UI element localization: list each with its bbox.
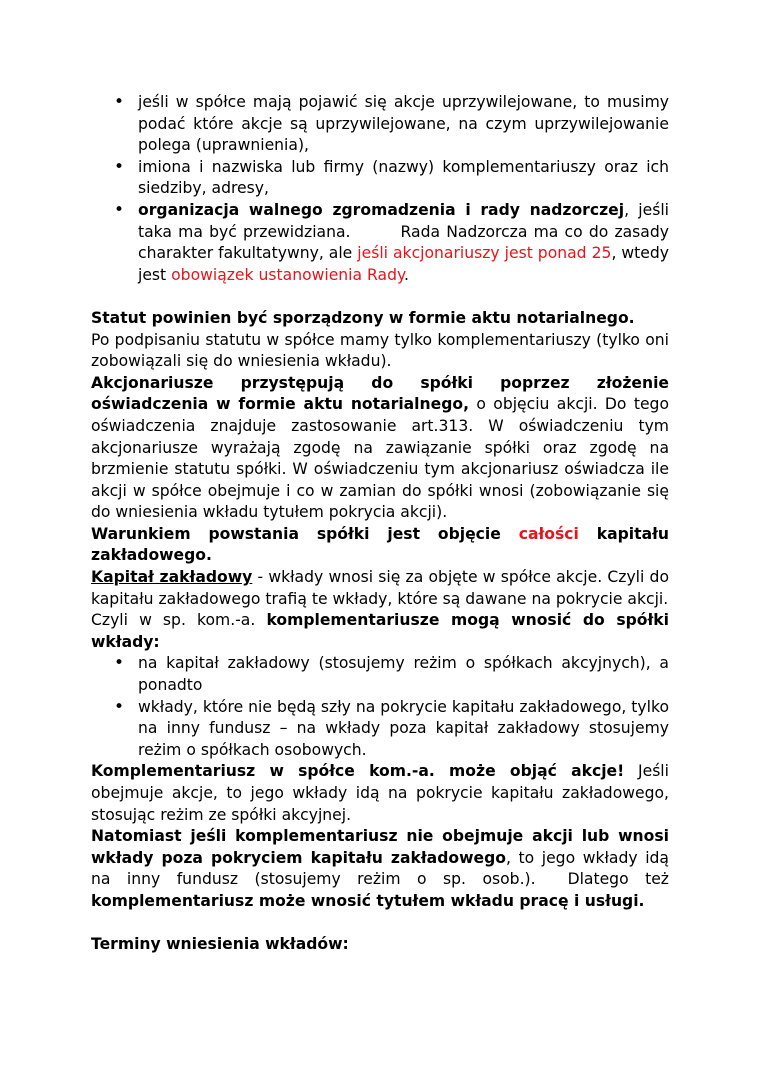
document-page [91,92,669,956]
list-item: • imiona i nazwiska lub firmy (nazwy) komplementariuszy oraz ich siedziby, adresy, [114,157,669,200]
paragraph: Warunkiem powstania spółki jest objęcie całości kapitału zakładowego. [91,524,669,565]
list-item: • wkłady, które nie będą szły na pokrycie kapitału zakładowego, tylko na inny fundusz – na wkłady poza kapitał zakładowy stosujemy reżim o spółkach osobowych. [114,697,669,762]
paragraph: Kapitał zakładowy - wkłady wnosi się za objęte w spółce akcje. Czyli do kapitału zakładowego trafią te wkłady, które są dawane na pokrycie akcji. [91,568,669,608]
paragraph: Po podpisaniu statutu w spółce mamy tylko komplementariuszy (tylko oni zobowiązali się do wniesienia wkładu). [91,330,669,371]
paragraph: Natomiast jeśli komplementariusz nie obejmuje akcji lub wnosi wkłady poza pokryciem kapitału zakładowego, to jego wkłady idą na inny fundusz (stosujemy reżim o sp. osob.). Dlatego też komplementariusz może wnosić tytułem wkładu pracę i usługi. [91,827,669,910]
heading-statut: Statut powinien być sporządzony w formie aktu notarialnego. [91,308,635,327]
highlight-text: jeśli akcjonariuszy jest ponad 25 [357,244,612,263]
list-item: • na kapitał zakładowy (stosujemy reżim o spółkach akcyjnych), a ponadto [114,653,669,696]
bullet-list-top [114,92,669,286]
highlight-text: obowiązek ustanowienia Rady [171,265,404,284]
highlight-text: całości [518,524,579,543]
paragraph: Komplementariusz w spółce kom.-a. może objąć akcje! Jeśli obejmuje akcje, to jego wkłady idą na pokrycie kapitału zakładowego, stosując reżim ze spółki akcyjnej. [91,762,669,824]
bullet-list-bottom [114,653,669,761]
paragraph: Czyli w sp. kom.-a. komplementariusze mogą wnosić do spółki wkłady: [91,611,669,651]
list-item: • organizacja walnego zgromadzenia i rady nadzorczej, jeśli taka ma być przewidziana. Rada Nadzorcza ma co do zasady charakter fakultatywny, ale jeśli akcjonariuszy jest ponad 25, wtedy jest obowiązek ustanowienia Rady. [114,200,669,286]
heading-terminy: Terminy wniesienia wkładów: [91,935,349,954]
underlined-term: Kapitał zakładowy [91,568,253,587]
list-item: • jeśli w spółce mają pojawić się akcje uprzywilejowane, to musimy podać które akcje są uprzywilejowane, na czym uprzywilejowanie polega (uprawnienia), [114,92,669,157]
paragraph: Akcjonariusze przystępują do spółki poprzez złożenie oświadczenia w formie aktu notarialnego, o objęciu akcji. Do tego oświadczenia znajduje zastosowanie art.313. W oświadczeniu tym akcjonariusze wyrażają zgodę na zawiązanie spółki oraz zgodę na brzmienie statutu spółki. W oświadczeniu tym akcjonariusz oświadcza ile akcji w spółce obejmuje i co w zamian do spółki wnosi (zobowiązanie się do wniesienia wkładu tytułem pokrycia akcji). [91,373,669,522]
bold-text: organizacja walnego zgromadzenia i rady nadzorczej [138,200,625,219]
